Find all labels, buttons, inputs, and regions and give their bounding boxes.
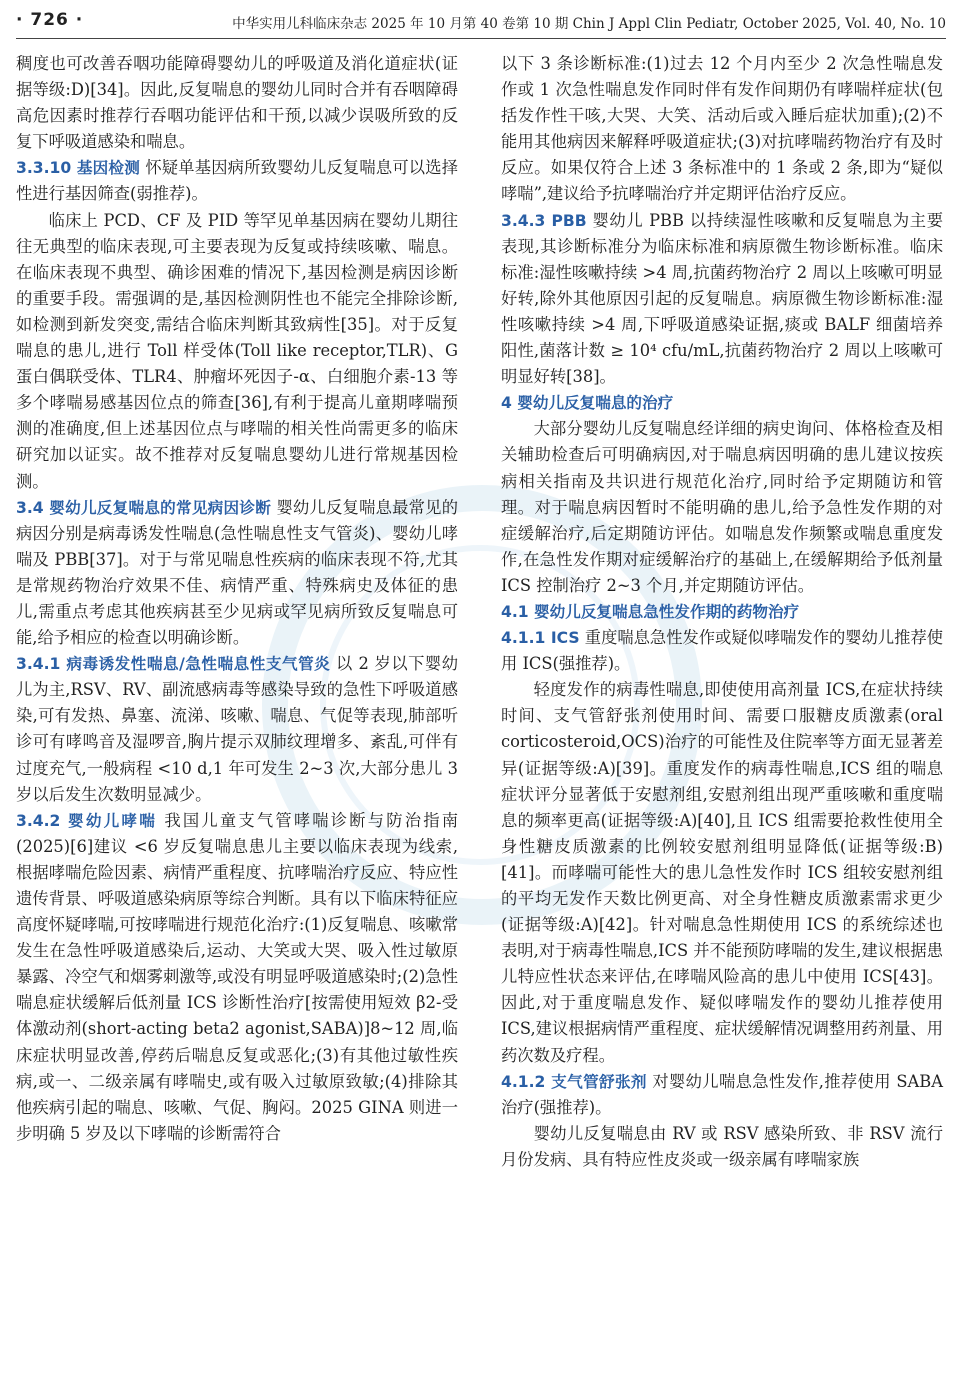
section-3-4-1 [16,651,458,808]
section-3-4 [16,495,458,652]
section-heading: 3.4.2 婴幼儿哮喘 [16,811,158,830]
section-heading: 4.1.2 支气管舒张剂 [501,1072,647,1091]
page-header [16,0,946,39]
left-column [16,51,458,1147]
journal-title: 中华实用儿科临床杂志 2025 年 10 月第 40 卷第 10 期 Chin J Appl Clin Pediatr, October 2025, Vol. 40, No. 10 [232,16,946,32]
section-text: 重度喘息急性发作或疑似哮喘发作的婴幼儿推荐使用 ICS(强推荐)。 [501,628,944,674]
section-3-4-2 [16,808,458,1147]
section-heading: 4.1 婴幼儿反复喘息急性发作期的药物治疗 [501,602,800,621]
section-4-1 [501,599,943,625]
section-text: 以 2 岁以下婴幼儿为主,RSV、RV、副流感病毒等感染导致的急性下呼吸道感染,可有发热、鼻塞、流涕、咳嗽、喘息、气促等表现,肺部听诊可有哮鸣音及湿啰音,胸片提示双肺纹理增多、紊乱,可伴有过度充气,一般病程 <10 d,1 年可发生 2~3 次,大部分患儿 3 岁以后发生次数明显减少。 [16,654,458,804]
section-4-1-1 [501,625,943,677]
section-heading: 4.1.1 ICS [501,629,580,648]
paragraph: 以下 3 条诊断标准:(1)过去 12 个月内至少 2 次急性喘息发作或 1 次急性喘息发作同时伴有发作间期仍有哮喘样症状(包括发作性干咳,大哭、大笑、活动后或入睡后症状加重);(2)不能用其他病因来解释呼吸道症状;(3)对抗哮喘药物治疗有及时反应。如果仅符合上述 3 条标准中的 1 条或 2 条,即为“疑似哮喘”,建议给予抗哮喘治疗并定期评估治疗反应。 [501,54,943,204]
section-heading: 4 婴幼儿反复喘息的治疗 [501,394,674,413]
section-text: 婴幼儿 PBB 以持续湿性咳嗽和反复喘息为主要表现,其诊断标准分为临床标准和病原微生物诊断标准。临床标准:湿性咳嗽持续 >4 周,抗菌药物治疗 2 周以上咳嗽可明显好转,除外其他原因引起的反复喘息。病原微生物诊断标准:湿性咳嗽持续 >4 周,下呼吸道感染证据,痰或 BALF 细菌培养阳性,菌落计数 ≥ 10⁴ cfu/mL,抗菌药物治疗 2 周以上咳嗽可明显好转[38]。 [501,210,943,387]
section-4-1-2 [501,1069,943,1121]
paragraph: 婴幼儿反复喘息由 RV 或 RSV 感染所致、非 RSV 流行月份发病、具有特应性皮炎或一级亲属有哮喘家族 [501,1123,943,1169]
section-4 [501,390,943,416]
section-text: 我国儿童支气管哮喘诊断与防治指南(2025)[6]建议 <6 岁反复喘息患儿主要以临床表现为线索,根据哮喘危险因素、病情严重程度、抗哮喘治疗反应、特应性遗传背景、呼吸道感染病原等综合判断。具有以下临床特征应高度怀疑哮喘,可按哮喘进行规范化治疗:(1)反复喘息、咳嗽常发生在急性呼吸道感染后,运动、大笑或大哭、吸入性过敏原暴露、冷空气和烟雾刺激等,或没有明显呼吸道感染时;(2)急性喘息症状缓解后低剂量 ICS 诊断性治疗[按需使用短效 β2-受体激动剂(short-acting beta2 agonist,SABA)]8~12 周,临床症状明显改善,停药后喘息反复或恶化;(3)有其他过敏性疾病,或一、二级亲属有哮喘史,或有吸入过敏原致敏;(4)排除其他疾病引起的喘息、咳嗽、气促、胸闷。2025 GINA 则进一步明确 5 岁及以下哮喘的诊断需符合 [16,810,458,1143]
section-heading: 3.4.3 PBB [501,211,587,230]
section-3-3-10 [16,155,458,207]
section-heading: 3.4 婴幼儿反复喘息的常见病因诊断 [16,498,272,517]
section-text: 婴幼儿反复喘息最常见的病因分别是病毒诱发性喘息(急性喘息性支气管炎)、婴幼儿哮喘及 PBB[37]。对于与常见喘息性疾病的临床表现不符,尤其是常规药物治疗效果不佳、病情严重、特殊病史及体征的患儿,需重点考虑其他疾病甚至少见病或罕见病所致反复喘息可能,给予相应的检查以明确诊断。 [16,497,458,648]
section-heading: 3.3.10 基因检测 [16,159,140,178]
section-3-4-3 [501,208,943,391]
section-text: 怀疑单基因病所致婴幼儿反复喘息可以选择性进行基因筛查(弱推荐)。 [16,158,458,204]
section-text: 对婴幼儿喘息急性发作,推荐使用 SABA 治疗(强推荐)。 [501,1071,943,1117]
page-number: · 726 · [16,10,84,30]
paragraph: 轻度发作的病毒性喘息,即使使用高剂量 ICS,在症状持续时间、支气管舒张剂使用时间、需要口服糖皮质激素(oral corticosteroid,OCS)治疗的可能性及住院率等方面无显著差异(证据等级:A)[39]。重度发作的病毒性喘息,ICS 组的喘息症状评分显著低于安慰剂组,安慰剂组出现严重咳嗽和重度喘息的频率更高(证据等级:A)[40],且 ICS 组需要抢救性使用全身性糖皮质激素的比例较安慰剂组明显降低(证据等级:B)[41]。而哮喘可能性大的患儿急性发作时 ICS 组较安慰剂组的平均无发作天数比例更高、对全身性糖皮质激素需求更少(证据等级:A)[42]。针对喘息急性期使用 ICS 的系统综述也表明,对于病毒性喘息,ICS 并不能预防哮喘的发生,建议根据患儿特应性状态来评估,在哮喘风险高的患儿中使用 ICS[43]。因此,对于重度喘息发作、疑似哮喘发作的婴幼儿推荐使用 ICS,建议根据病情严重程度、症状缓解情况调整用药剂量、用药次数及疗程。 [501,680,943,1065]
paragraph: 大部分婴幼儿反复喘息经详细的病史询问、体格检查及相关辅助检查后可明确病因,对于喘息病因明确的患儿建议按疾病相关指南及共识进行规范化治疗,同时给予定期随访和管理。对于喘息病因暂时不能明确的患儿,给予急性发作期的对症缓解治疗,后定期随访评估。如喘息发作频繁或喘息重度发作,在急性发作期对症缓解治疗的基础上,在缓解期给予低剂量 ICS 控制治疗 2~3 个月,并定期随访评估。 [501,419,943,595]
right-column [501,51,943,1173]
paragraph: 稠度也可改善吞咽功能障碍婴幼儿的呼吸道及消化道症状(证据等级:D)[34]。因此,反复喘息的婴幼儿同时合并有吞咽障碍高危因素时推荐行吞咽功能评估和干预,以减少误吸所致的反复下呼吸道感染和喘息。 [16,54,458,152]
section-heading: 3.4.1 病毒诱发性喘息/急性喘息性支气管炎 [16,655,331,674]
paragraph: 临床上 PCD、CF 及 PID 等罕见单基因病在婴幼儿期往往无典型的临床表现,可主要表现为反复或持续咳嗽、喘息。在临床表现不典型、确诊困难的情况下,基因检测是病因诊断的重要手段。需强调的是,基因检测阴性也不能完全排除诊断,如检测到新发突变,需结合临床判断其致病性[35]。对于反复喘息的患儿,进行 Toll 样受体(Toll like receptor,TLR)、G 蛋白偶联受体、TLR4、肿瘤坏死因子-α、白细胞介素-13 等多个哮喘易感基因位点的筛查[36],有利于提高儿童期哮喘预测的准确度,但上述基因位点与哮喘的相关性尚需更多的临床研究加以证实。故不推荐对反复喘息婴幼儿进行常规基因检测。 [16,210,458,491]
